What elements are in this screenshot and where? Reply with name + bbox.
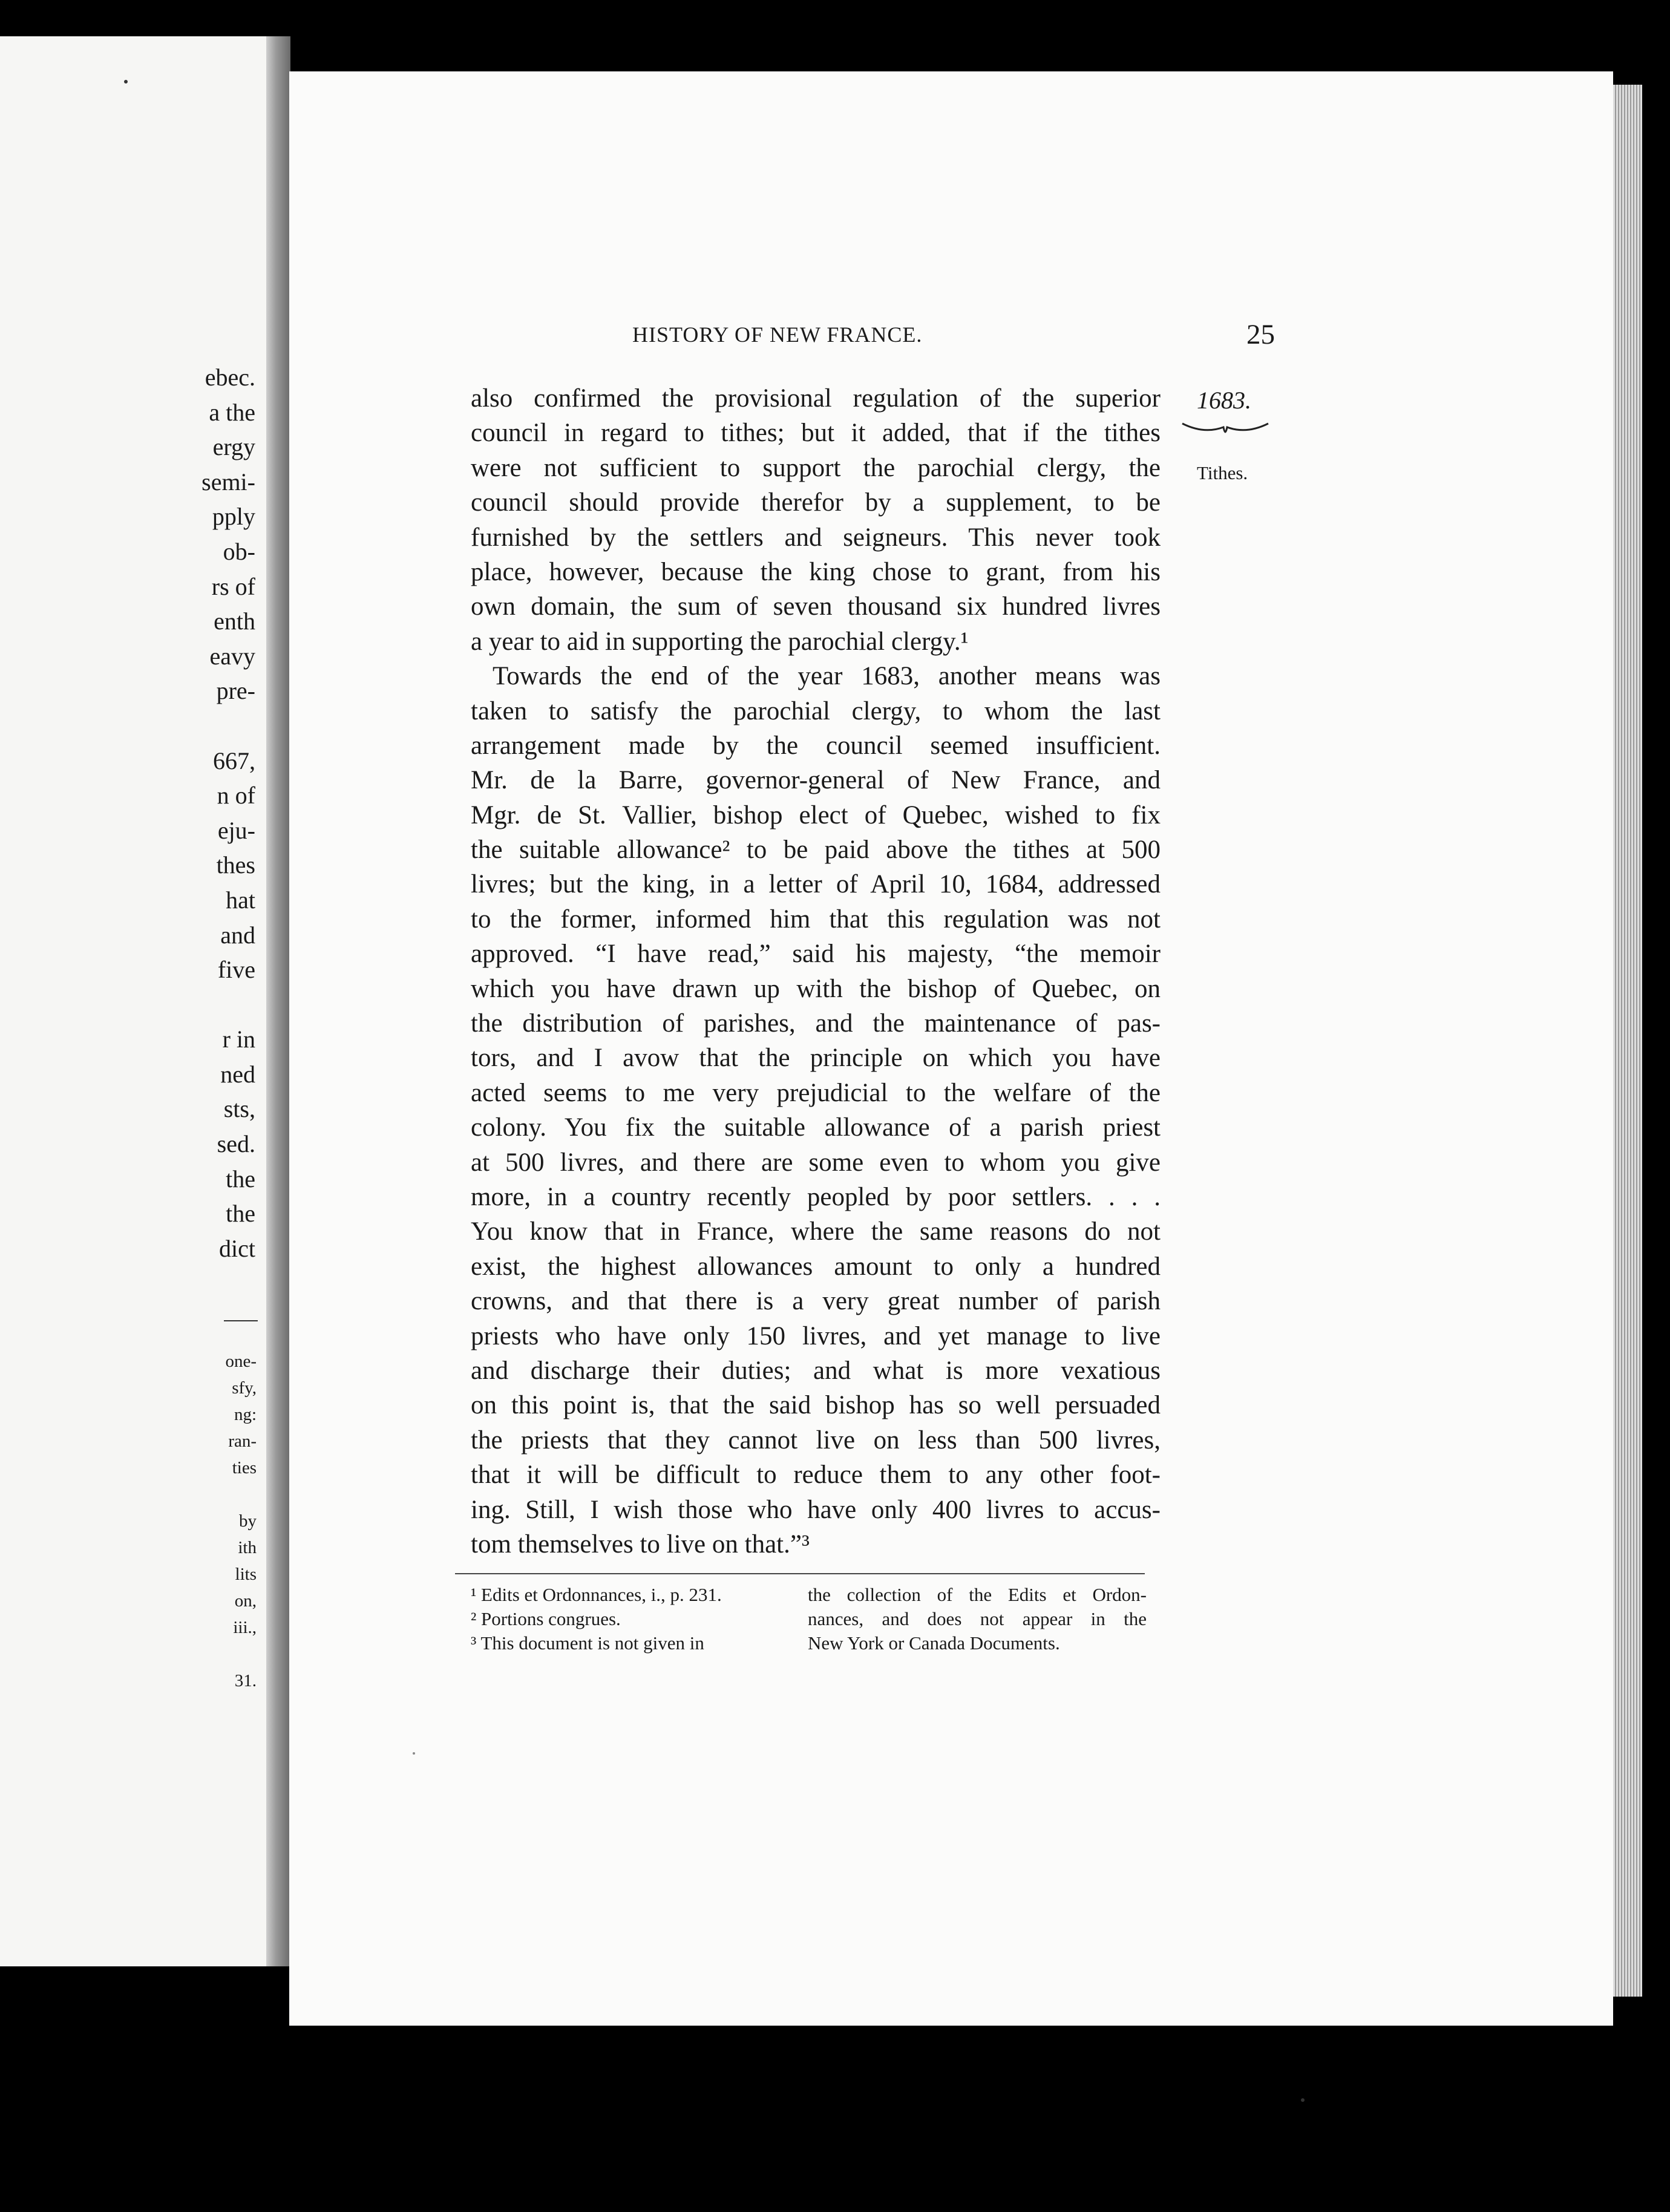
scan-speck <box>1301 2098 1305 2102</box>
body-line: Mr. de la Barre, governor-general of New France, and <box>471 766 1161 795</box>
left-note-line: on, <box>234 1591 257 1611</box>
body-text <box>471 381 1161 1562</box>
body-line: were not sufficient to support the parochial clergy, the <box>471 453 1161 482</box>
left-note-line: 31. <box>234 1671 257 1690</box>
body-line: the distribution of parishes, and the maintenance of pas- <box>471 1009 1161 1038</box>
scan-speck <box>124 80 128 83</box>
left-note-line <box>225 1641 257 1667</box>
body-line: own domain, the sum of seven thousand six hundred livres <box>471 592 1161 621</box>
left-line: sts, <box>223 1095 255 1123</box>
left-line: ned <box>220 1060 255 1088</box>
body-line: Towards the end of the year 1683, another means was <box>493 662 1161 691</box>
left-page <box>0 36 268 1966</box>
left-note-line: by <box>239 1511 257 1531</box>
left-line: ergy <box>212 433 255 461</box>
body-line: Mgr. de St. Vallier, bishop elect of Quebec, wished to fix <box>471 800 1161 830</box>
footnotes-left-column <box>471 1583 785 1655</box>
body-line: and discharge their duties; and what is more vexatious <box>471 1356 1161 1385</box>
left-note-line: iii., <box>233 1618 257 1637</box>
footnotes-right-column <box>808 1583 1147 1655</box>
left-note-line <box>225 1481 257 1508</box>
book-spine <box>266 36 290 1966</box>
brace-icon <box>1180 419 1271 443</box>
body-line: furnished by the settlers and seigneurs. This never took <box>471 523 1161 552</box>
margin-year: 1683. <box>1197 387 1251 414</box>
body-line: place, however, because the king chose to grant, from his <box>471 557 1161 586</box>
left-note-line: ng: <box>234 1405 257 1424</box>
body-line: You know that in France, where the same reasons do not <box>471 1217 1161 1246</box>
left-line: eavy <box>209 642 255 670</box>
left-line: ob- <box>223 537 255 565</box>
left-line: r in <box>222 1026 255 1053</box>
left-line: the <box>226 1200 255 1228</box>
body-line: council should provide therefor by a supplement, to be <box>471 488 1161 517</box>
footnote-rule <box>455 1573 1145 1574</box>
left-line: pply <box>212 503 255 531</box>
left-note-line: sfy, <box>232 1378 257 1398</box>
left-footnote-rule <box>224 1320 258 1321</box>
body-line: a year to aid in supporting the parochial clergy.¹ <box>471 627 969 656</box>
left-line: thes <box>216 851 255 879</box>
left-line <box>201 708 255 744</box>
body-line: which you have drawn up with the bishop of Quebec, on <box>471 974 1161 1003</box>
body-line: livres; but the king, in a letter of April 10, 1684, addressed <box>471 870 1161 899</box>
footnote-line: ³ This document is not given in <box>471 1632 704 1654</box>
body-line: more, in a country recently peopled by poor settlers. . . . <box>471 1182 1161 1211</box>
body-line: the suitable allowance² to be paid above the tithes at 500 <box>471 836 1161 865</box>
left-line <box>201 987 255 1023</box>
body-line: to the former, informed him that this regulation was not <box>471 905 1161 934</box>
left-note-line: ties <box>232 1458 257 1477</box>
body-line: exist, the highest allowances amount to only a hundred <box>471 1252 1161 1281</box>
body-line: acted seems to me very prejudicial to the welfare of the <box>471 1078 1161 1107</box>
footnote-line: ² Portions congrues. <box>471 1608 621 1629</box>
left-line: eju- <box>217 816 255 844</box>
body-line: ing. Still, I wish those who have only 400 livres to accus- <box>471 1495 1161 1524</box>
left-line: sed. <box>217 1130 255 1158</box>
left-line: dict <box>219 1234 255 1262</box>
body-line: council in regard to tithes; but it added, that if the tithes <box>471 419 1161 448</box>
body-line: at 500 livres, and there are some even to whom you give <box>471 1148 1161 1177</box>
left-page-notes <box>225 1348 257 1694</box>
footnote-line: ¹ Edits et Ordonnances, i., p. 231. <box>471 1584 722 1605</box>
left-line: 667, <box>213 747 255 774</box>
left-line: enth <box>214 607 255 635</box>
body-line: crowns, and that there is a very great number of parish <box>471 1287 1161 1316</box>
body-line: taken to satisfy the parochial clergy, to whom the last <box>471 696 1161 725</box>
page-edges <box>1613 85 1642 1997</box>
margin-topic: Tithes. <box>1197 462 1248 483</box>
page-number: 25 <box>1246 319 1275 350</box>
body-line: approved. “I have read,” said his majesty, “the memoir <box>471 940 1161 969</box>
body-line: tors, and I avow that the principle on which you have <box>471 1044 1161 1073</box>
left-line: a the <box>209 398 255 426</box>
left-line: and <box>220 921 255 949</box>
body-line: priests who have only 150 livres, and yet manage to live <box>471 1321 1161 1350</box>
left-note-line: ran- <box>228 1432 257 1451</box>
left-line: n of <box>217 782 255 810</box>
left-line: semi- <box>201 468 255 496</box>
left-note-line: lits <box>235 1565 257 1584</box>
body-line: arrangement made by the council seemed insufficient. <box>471 731 1161 760</box>
left-line: the <box>226 1165 255 1193</box>
left-note-line: one- <box>225 1352 257 1371</box>
body-line: that it will be difficult to reduce them to any other foot- <box>471 1461 1161 1490</box>
footnote-line: nances, and does not appear in the <box>808 1608 1147 1629</box>
left-note-line: ith <box>238 1538 257 1557</box>
left-line: rs of <box>211 572 255 600</box>
body-line: also confirmed the provisional regulation of the superior <box>471 384 1161 413</box>
footnote-line: New York or Canada Documents. <box>808 1632 1060 1654</box>
running-head: HISTORY OF NEW FRANCE. <box>632 322 923 347</box>
left-line: five <box>217 956 255 984</box>
left-page-text <box>201 360 255 1266</box>
left-line: ebec. <box>205 364 255 391</box>
footnote-line: the collection of the Edits et Ordon- <box>808 1584 1147 1605</box>
body-line: tom themselves to live on that.”³ <box>471 1530 810 1559</box>
body-line: colony. You fix the suitable allowance of a parish priest <box>471 1113 1161 1142</box>
body-line: the priests that they cannot live on less than 500 livres, <box>471 1425 1161 1454</box>
left-line: pre- <box>216 677 255 705</box>
left-line: hat <box>226 886 255 914</box>
scan-speck <box>413 1752 415 1755</box>
body-line: on this point is, that the said bishop has so well persuaded <box>471 1391 1161 1420</box>
